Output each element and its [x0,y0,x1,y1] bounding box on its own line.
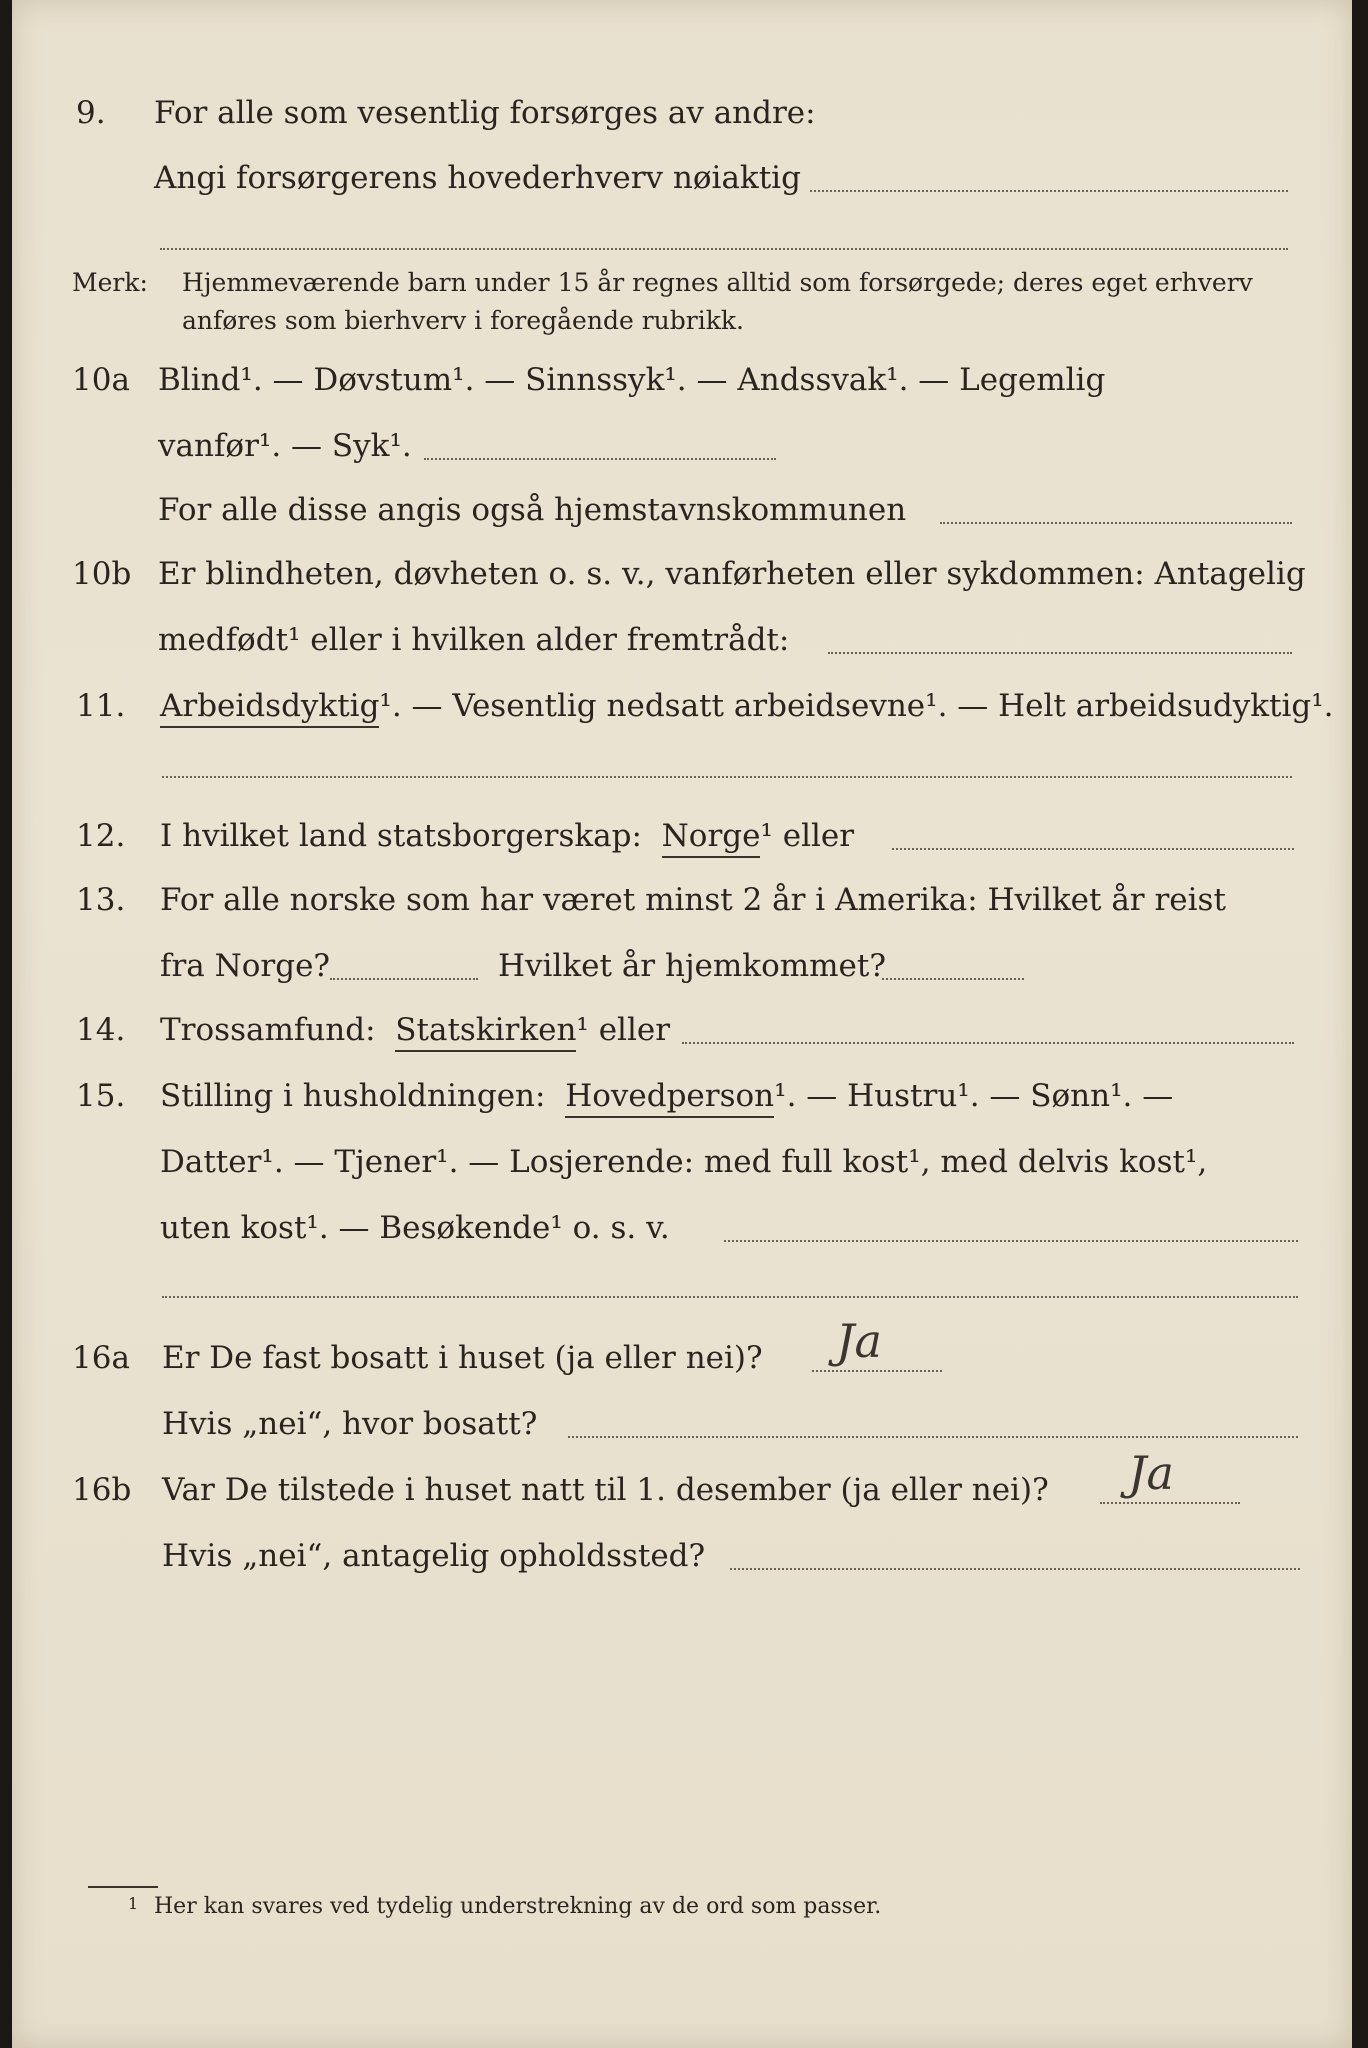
q12-underlined-answer: Norge [662,818,761,858]
merk-label: Merk: [72,268,148,297]
q16a-answer-line [812,1370,942,1372]
q13-number: 13. [76,882,126,918]
q15-text1 [160,1078,1173,1114]
q13-year-returned-line [882,978,1024,980]
q11-answer-line [162,776,1292,778]
q13-text1: For alle norske som har været minst 2 år i Amerika: Hvilket år reist [160,882,1226,918]
q12-suffix: ¹ eller [760,818,855,854]
footnote-mark: 1 [128,1894,139,1913]
q14-text [160,1012,670,1048]
q13-text2b: Hvilket år hjemkommet? [498,948,886,984]
footnote-rule [88,1886,158,1888]
q11-underlined-answer: Arbeidsdyktig [160,688,379,728]
q16a-where-line [568,1436,1298,1438]
q16a-handwritten-answer: Ja [836,1314,882,1368]
q16a-number: 16a [72,1340,130,1376]
q10a-text2: vanfør¹. — Syk¹. [158,428,412,464]
q15-text3: uten kost¹. — Besøkende¹ o. s. v. [160,1210,670,1246]
q10b-text2: medfødt¹ eller i hvilken alder fremtrådt: [158,622,790,658]
q10a-hometown-line [940,522,1292,524]
q12-answer-line [892,848,1294,850]
q16b-handwritten-answer: Ja [1128,1446,1174,1500]
q15-line1rest: ¹. — Hustru¹. — Sønn¹. — [774,1078,1174,1114]
q14-suffix: ¹ eller [576,1012,671,1048]
q9-text1: For alle som vesentlig forsørges av andre: [154,95,816,131]
q16b-text2: Hvis „nei“, antagelig opholdssted? [162,1538,706,1574]
census-form-page [12,0,1352,2048]
footnote-text: Her kan svares ved tydelig understrekning av de ord som passer. [154,1894,882,1919]
q11-number: 11. [76,688,126,724]
q10a-number: 10a [72,362,130,398]
q14-underlined-answer: Statskirken [395,1012,576,1052]
merk-text2: anføres som bierhverv i foregående rubrikk. [182,306,744,335]
q14-prefix: Trossamfund: [160,1012,376,1048]
q12-number: 12. [76,818,126,854]
q14-number: 14. [76,1012,126,1048]
q12-prefix: I hvilket land statsborgerskap: [160,818,642,854]
q15-answer-line [724,1240,1298,1242]
q10b-text1: Er blindheten, døvheten o. s. v., vanførheten eller sykdommen: Antagelig [158,556,1306,592]
q9-number: 9. [76,95,106,131]
q15-text2: Datter¹. — Tjener¹. — Losjerende: med full kost¹, med delvis kost¹, [160,1144,1208,1180]
q14-answer-line [682,1042,1294,1044]
q9-text2: Angi forsørgerens hovederhverv nøiaktig [154,160,801,196]
q15-answer-line2 [162,1296,1298,1298]
q16b-location-line [730,1568,1300,1570]
q15-prefix: Stilling i husholdningen: [160,1078,546,1114]
q10a-text1: Blind¹. — Døvstum¹. — Sinnssyk¹. — Andssvak¹. — Legemlig [158,362,1106,398]
q12-text [160,818,854,854]
q15-underlined-answer: Hovedperson [565,1078,774,1118]
q11-rest: ¹. — Vesentlig nedsatt arbeidsevne¹. — Helt arbeidsudyktig¹. [379,688,1334,724]
q16b-text1: Var De tilstede i huset natt til 1. desember (ja eller nei)? [162,1472,1049,1508]
q9-answer-line [810,190,1288,192]
q16b-answer-line [1100,1502,1240,1504]
q10a-answer-line [424,458,776,460]
q15-number: 15. [76,1078,126,1114]
q16a-text2: Hvis „nei“, hvor bosatt? [162,1406,538,1442]
q10a-text3: For alle disse angis også hjemstavnskommunen [158,492,907,528]
q10b-answer-line [828,652,1292,654]
q13-year-left-line [330,978,478,980]
q11-text [160,688,1334,724]
q16a-text1: Er De fast bosatt i huset (ja eller nei)? [162,1340,763,1376]
q13-text2a: fra Norge? [160,948,331,984]
q9-answer-line2 [160,248,1288,250]
merk-text1: Hjemmeværende barn under 15 år regnes alltid som forsørgede; deres eget erhverv [182,268,1253,297]
q10b-number: 10b [72,556,132,592]
q16b-number: 16b [72,1472,132,1508]
